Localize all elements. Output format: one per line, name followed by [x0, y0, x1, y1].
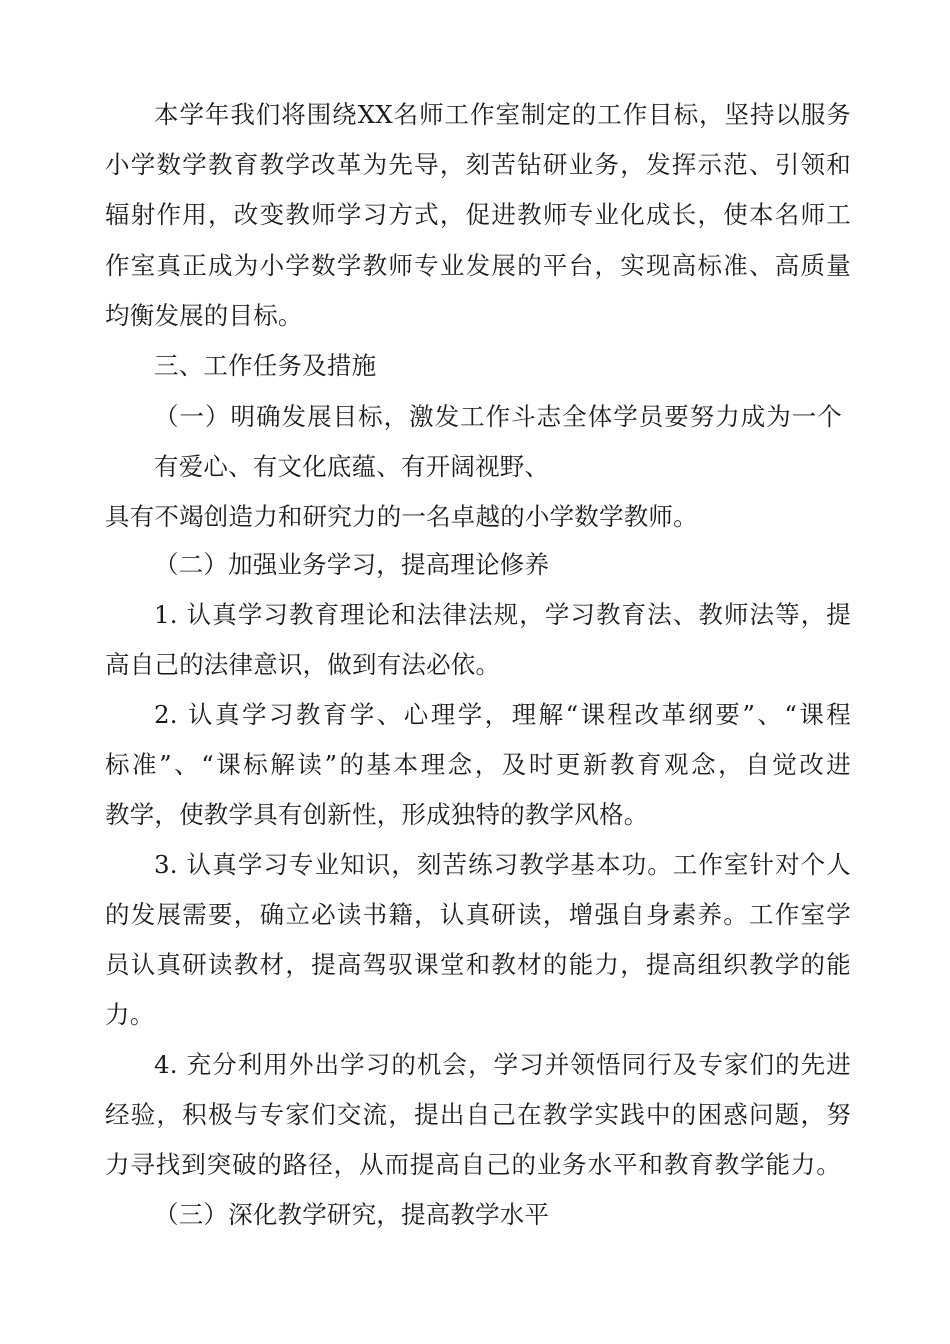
subsection-heading: （三）深化教学研究，提高教学水平: [154, 1200, 550, 1229]
text-line: 经验，积极与专家们交流，提出自己在教学实践中的困惑问题，努: [105, 1100, 851, 1129]
text-line: 员认真研读教材，提高驾驭课堂和教材的能力，提高组织教学的能: [105, 950, 851, 979]
text-line: 2. 认真学习教育学、心理学，理解“课程改革纲要”、“课程: [154, 700, 851, 729]
text-line: 教学，使教学具有创新性，形成独特的教学风格。: [105, 800, 649, 829]
subsection-heading: （二）加强业务学习，提高理论修养: [154, 550, 550, 579]
text-line: 辐射作用，改变教师学习方式，促进教师专业化成长，使本名师工: [105, 200, 851, 229]
text-line: 作室真正成为小学数学教师专业发展的平台，实现高标准、高质量: [105, 251, 851, 280]
text-line: 的发展需要，确立必读书籍，认真研读，增强自身素养。工作室学: [105, 900, 851, 929]
text-line: 4. 充分利用外出学习的机会，学习并领悟同行及专家们的先进: [154, 1050, 851, 1079]
text-line: 高自己的法律意识，做到有法必依。: [105, 650, 501, 679]
text-line: 有爱心、有文化底蕴、有开阔视野、: [154, 452, 550, 481]
text-line: 标准”、“课标解读”的基本理念，及时更新教育观念，自觉改进: [105, 750, 851, 779]
text-line: 具有不竭创造力和研究力的一名卓越的小学数学教师。: [105, 502, 698, 531]
text-line: 力。: [105, 1000, 155, 1029]
text-line: 3. 认真学习专业知识，刻苦练习教学基本功。工作室针对个人: [154, 850, 851, 879]
text-line: 均衡发展的目标。: [105, 301, 303, 330]
subsection-heading: （一）明确发展目标，激发工作斗志全体学员要努力成为一个: [154, 402, 842, 431]
section-heading: 三、工作任务及措施: [154, 351, 377, 380]
text-line: 1. 认真学习教育理论和法律法规，学习教育法、教师法等，提: [154, 600, 851, 629]
text-line: 小学数学教育教学改革为先导，刻苦钻研业务，发挥示范、引领和: [105, 150, 851, 179]
text-line: 本学年我们将围绕XX名师工作室制定的工作目标，坚持以服务: [154, 100, 851, 129]
text-line: 力寻找到突破的路径，从而提高自己的业务水平和教育教学能力。: [105, 1150, 841, 1179]
